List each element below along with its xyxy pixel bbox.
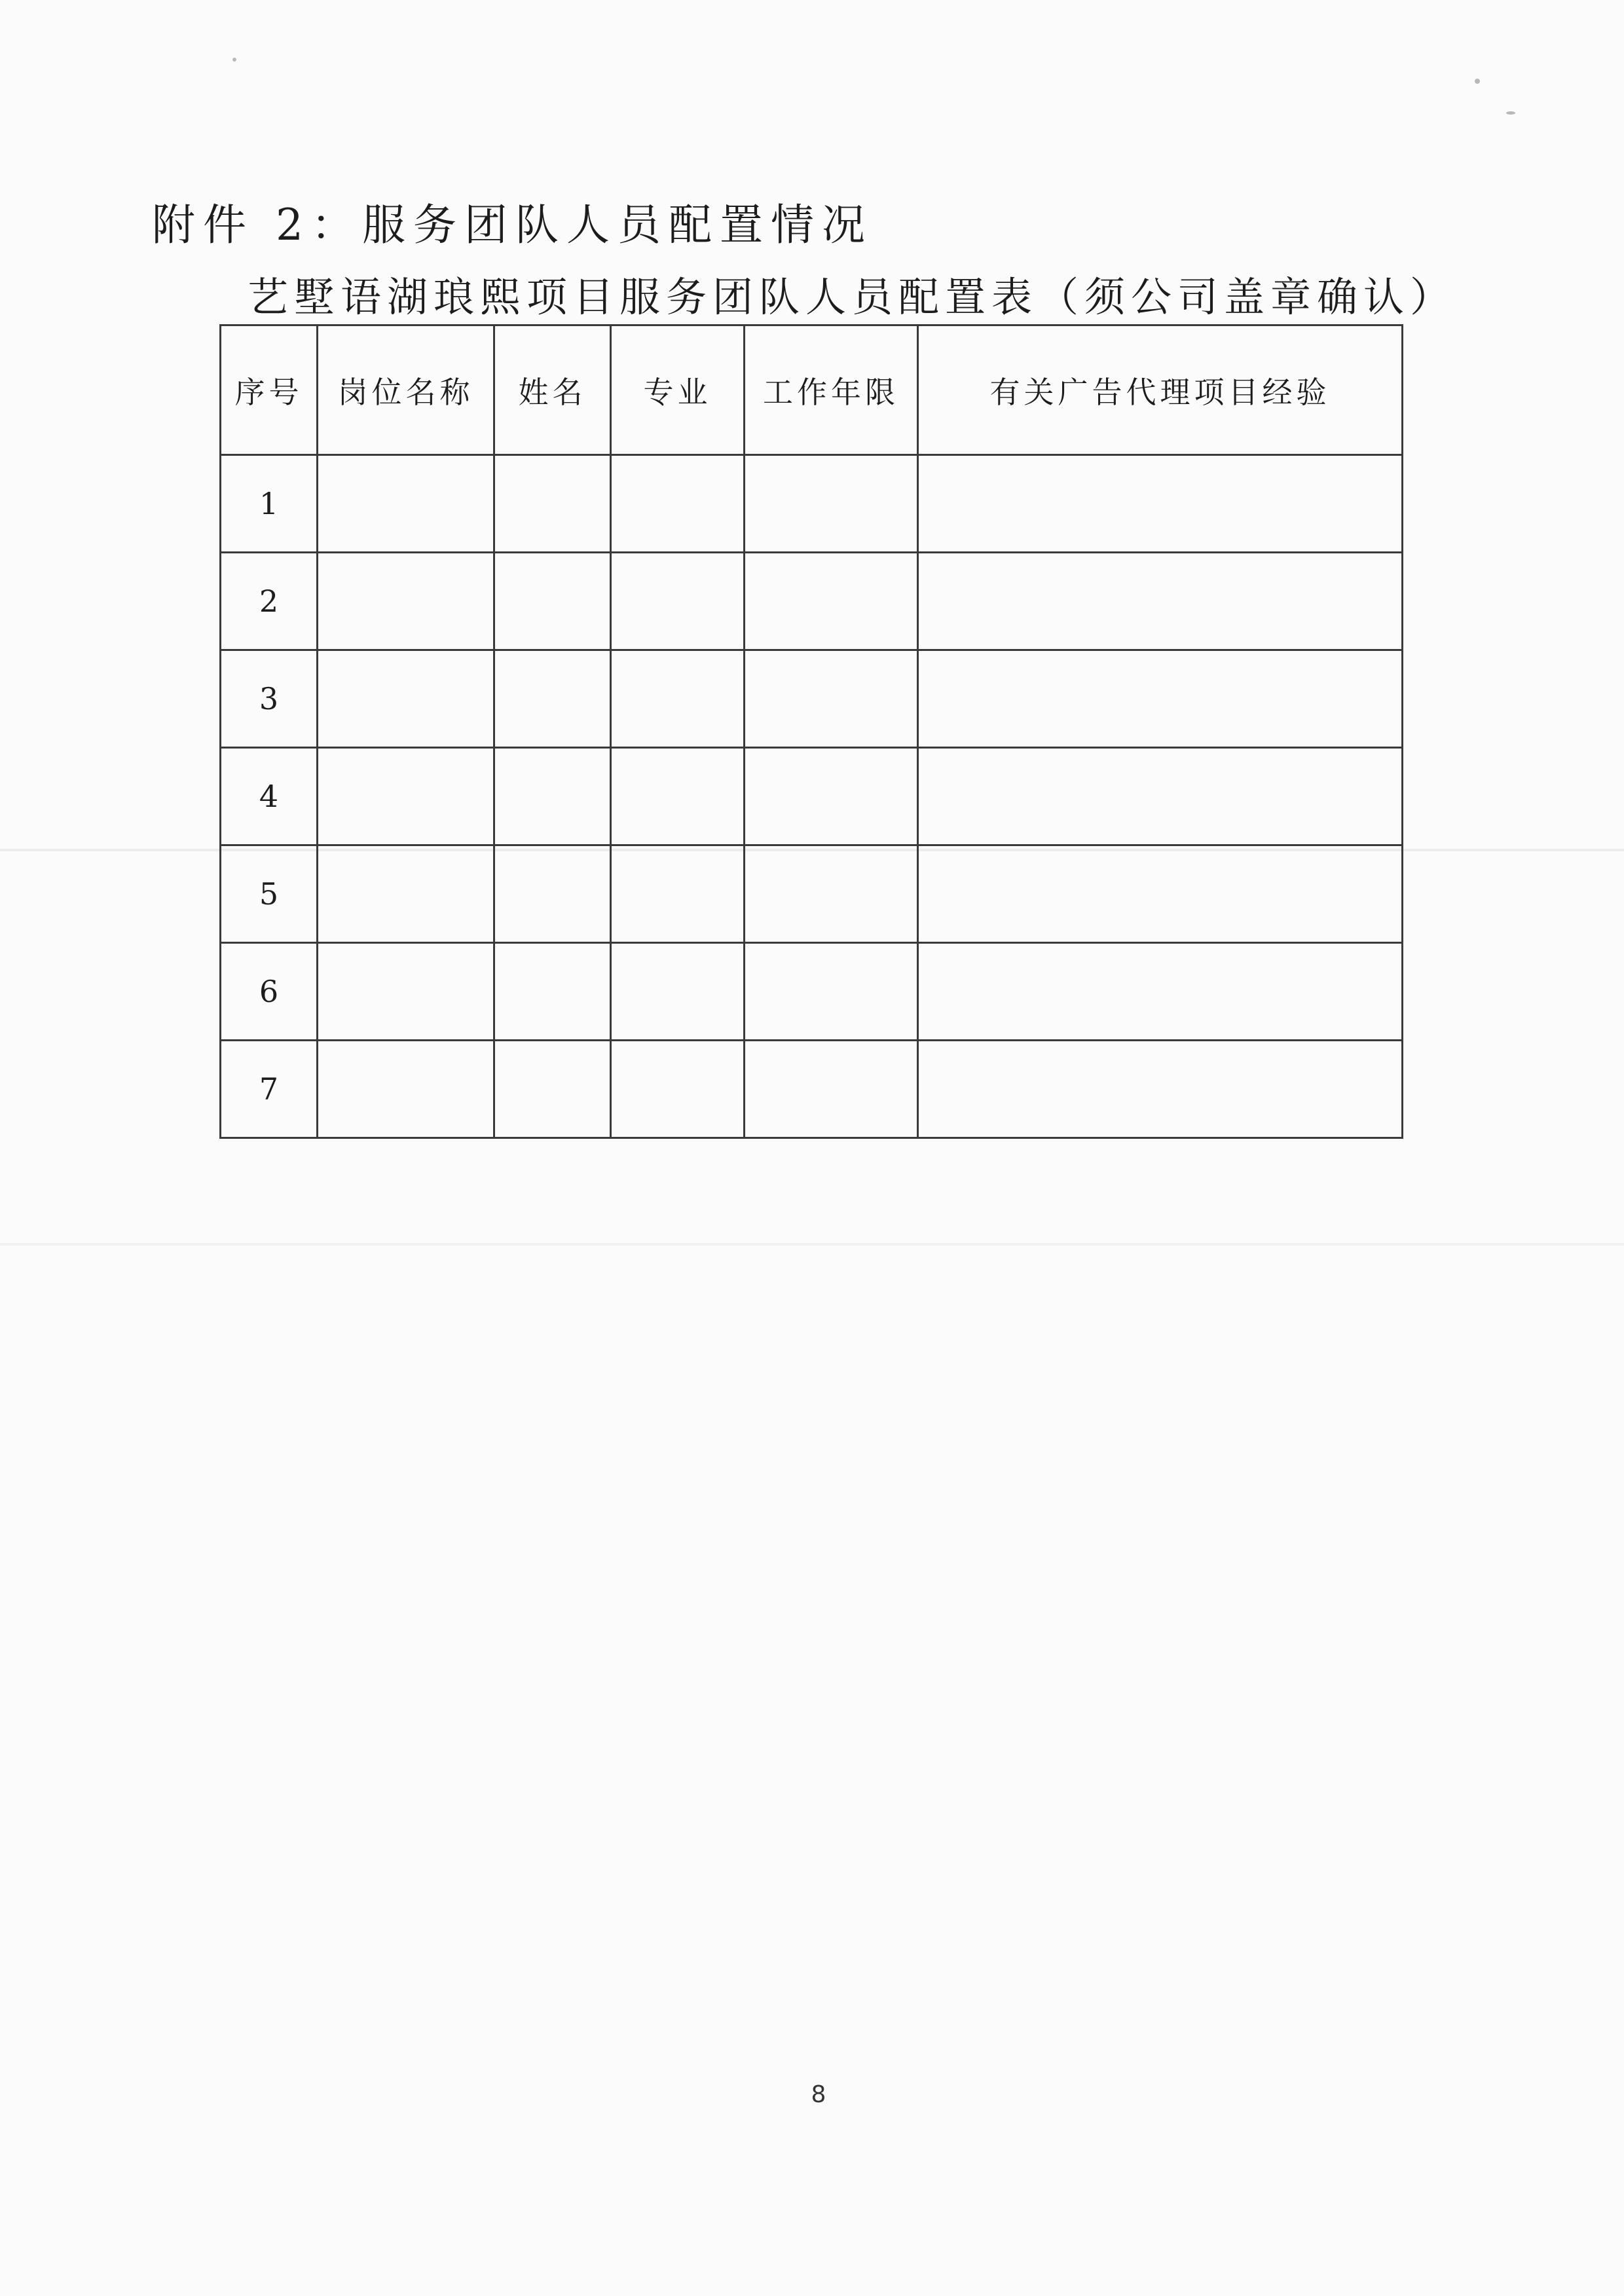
row-number-cell: 4 — [221, 748, 318, 845]
major-cell — [611, 455, 745, 553]
experience-cell — [918, 455, 1403, 553]
table-row — [221, 455, 1403, 553]
scan-speck — [1475, 79, 1480, 84]
major-cell — [611, 1041, 745, 1138]
row-number-cell: 2 — [221, 553, 318, 650]
row-number-cell: 7 — [221, 1041, 318, 1138]
major-cell — [611, 650, 745, 748]
name-cell — [494, 455, 611, 553]
scan-speck — [1506, 111, 1515, 115]
table-row — [221, 748, 1403, 845]
position-cell — [318, 845, 494, 943]
position-cell — [318, 553, 494, 650]
years-cell — [745, 943, 918, 1041]
experience-cell — [918, 553, 1403, 650]
table-row — [221, 553, 1403, 650]
column-header-name: 姓名 — [494, 325, 611, 455]
major-cell — [611, 845, 745, 943]
table-row — [221, 845, 1403, 943]
column-header-major: 专业 — [611, 325, 745, 455]
scan-speck — [232, 58, 236, 62]
column-header-years: 工作年限 — [745, 325, 918, 455]
experience-cell — [918, 1041, 1403, 1138]
page-number: 8 — [811, 2081, 826, 2108]
name-cell — [494, 748, 611, 845]
years-cell — [745, 1041, 918, 1138]
table-header-row — [221, 325, 1403, 455]
table-row — [221, 943, 1403, 1041]
column-header-experience: 有关广告代理项目经验 — [918, 325, 1403, 455]
name-cell — [494, 650, 611, 748]
name-cell — [494, 845, 611, 943]
position-cell — [318, 455, 494, 553]
table-row — [221, 650, 1403, 748]
row-number-cell: 1 — [221, 455, 318, 553]
attachment-heading: 附件 2：服务团队人员配置情况 — [152, 200, 873, 250]
experience-cell — [918, 845, 1403, 943]
experience-cell — [918, 943, 1403, 1041]
major-cell — [611, 553, 745, 650]
name-cell — [494, 1041, 611, 1138]
years-cell — [745, 455, 918, 553]
name-cell — [494, 553, 611, 650]
experience-cell — [918, 748, 1403, 845]
years-cell — [745, 845, 918, 943]
row-number-cell: 3 — [221, 650, 318, 748]
column-header-no: 序号 — [221, 325, 318, 455]
years-cell — [745, 553, 918, 650]
column-header-position: 岗位名称 — [318, 325, 494, 455]
staff-configuration-table — [219, 324, 1403, 1139]
major-cell — [611, 748, 745, 845]
scan-artifact-band — [0, 1243, 1624, 1246]
position-cell — [318, 748, 494, 845]
table-title: 艺墅语湖琅熙项目服务团队人员配置表（须公司盖章确认） — [248, 273, 1457, 321]
position-cell — [318, 1041, 494, 1138]
row-number-cell: 5 — [221, 845, 318, 943]
major-cell — [611, 943, 745, 1041]
experience-cell — [918, 650, 1403, 748]
position-cell — [318, 650, 494, 748]
years-cell — [745, 650, 918, 748]
row-number-cell: 6 — [221, 943, 318, 1041]
years-cell — [745, 748, 918, 845]
position-cell — [318, 943, 494, 1041]
name-cell — [494, 943, 611, 1041]
table-row — [221, 1041, 1403, 1138]
